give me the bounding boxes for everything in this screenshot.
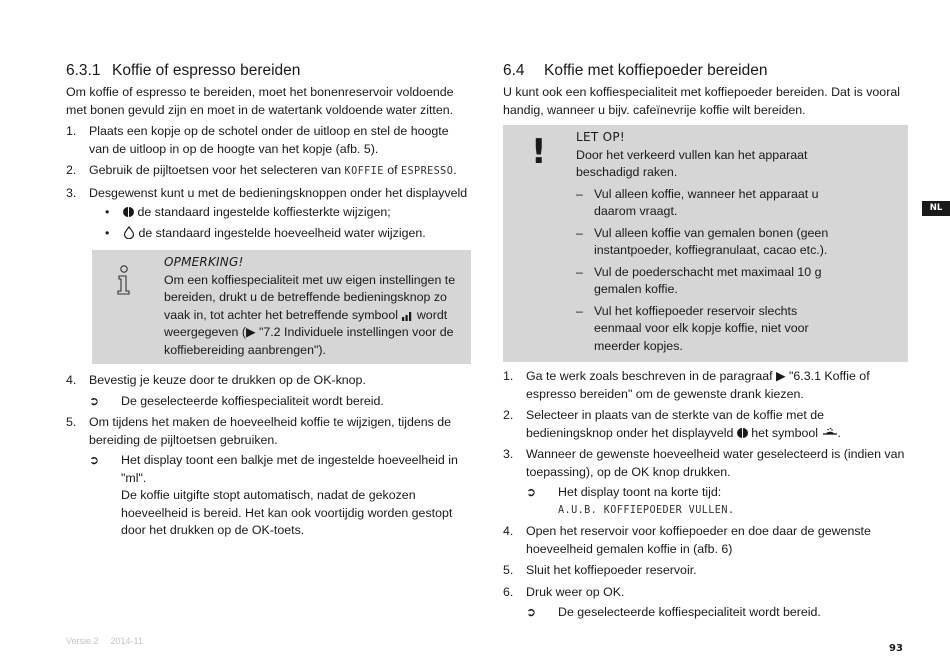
step-result (89, 393, 471, 411)
step-text: Bevestig je keuze door te drukken op de OK-knop. (89, 373, 366, 387)
step-1 (503, 368, 908, 403)
step-number: 1. (503, 369, 514, 383)
step-2 (66, 162, 471, 181)
display-text-espresso: ESPRESSO (400, 166, 454, 177)
bullet-text: de standaard ingestelde koffiesterkte wijzigen; (134, 205, 391, 219)
note-title: OPMERKING! (164, 255, 244, 269)
step-text: Desgewenst kunt u met de bedieningsknoppen onder het displayveld (89, 185, 468, 200)
result-arrow-icon: ➲ (89, 393, 100, 408)
heading-number: 6.3.1 (66, 62, 101, 79)
step-text: Selecteer in plaats van de sterkte van de koffie met de bedieningsknop onder het displayveld (526, 408, 825, 440)
result-arrow-icon: ➲ (526, 485, 537, 499)
note-text-part: wordt weergegeven ( (164, 307, 448, 339)
step-5 (503, 562, 908, 580)
warning-item-text: Vul alleen koffie van gemalen bonen (geen instantpoeder, koffiegranulaat, cacao etc.). (594, 225, 829, 257)
intro-paragraph: U kunt ook een koffiespecialiteit met koffiepoeder bereiden. Dat is vooral handig, wanneer u bijv. cafeïnevrije koffie wilt bereiden. (503, 85, 900, 117)
note-text (164, 272, 461, 360)
step-number: 4. (503, 524, 514, 538)
warning-item (576, 186, 842, 221)
footer-date: 2014-11 (110, 636, 143, 646)
coffee-powder-spoon-icon (822, 427, 838, 439)
step-text: Plaats een kopje op de schotel onder de uitloop en stel de hoogte van de uitloop in op de hoogte van het kopje (afb. 5). (89, 124, 449, 156)
dash-mark: – (576, 264, 583, 279)
result-text: Het display toont een balkje met de ingestelde hoeveelheid in "ml". (121, 453, 458, 485)
dash-mark: – (576, 225, 583, 240)
step-6 (503, 584, 908, 622)
reference-arrow: ▶ (245, 325, 256, 339)
footer-version (66, 633, 155, 651)
step-text: Om tijdens het maken de hoeveelheid koffie te wijzigen, tijdens de bereiding de pijltoetsen gebruiken. (89, 415, 452, 447)
heading-number: 6.4 (503, 62, 525, 79)
step-number: 2. (66, 163, 77, 177)
footer-version-label: Versie 2 (66, 636, 99, 646)
note-reference: "7.2 Individuele instellingen voor de koffiebereiding aanbrengen"). (164, 325, 454, 357)
warning-item (576, 225, 842, 260)
step-text: het symbool (747, 425, 822, 440)
step-text: of (383, 163, 401, 177)
step-3 (66, 185, 471, 243)
water-drop-icon (123, 226, 135, 239)
dash-mark: – (576, 303, 583, 318)
page-number: 93 (889, 643, 903, 654)
steps-list (503, 368, 908, 622)
warning-title: LET OP! (576, 130, 626, 144)
note-box (92, 250, 471, 364)
result-arrow-icon: ➲ (89, 453, 100, 467)
warning-item-text: Vul de poederschacht met maximaal 10 g gemalen koffie. (594, 264, 822, 296)
bullet-strength (105, 204, 471, 222)
intro-paragraph: Om koffie of espresso te bereiden, moet het bonenreservoir voldoende met bonen gevuld zijn en moet in de watertank voldoende water zitten. (66, 85, 454, 117)
warning-item (576, 303, 842, 356)
result-text: De geselecteerde koffiespecialiteit wordt bereid. (558, 605, 821, 619)
warning-icon: ! (531, 132, 547, 172)
step-4 (66, 372, 471, 410)
warning-item-text: Vul alleen koffie, wanneer het apparaat u daarom vraagt. (594, 186, 819, 218)
result-text: De geselecteerde koffiespecialiteit wordt bereid. (121, 393, 384, 408)
step-1 (66, 123, 471, 158)
step-4 (503, 523, 908, 558)
step-number: 4. (66, 373, 77, 387)
result-text: Het display toont na korte tijd: (558, 485, 722, 499)
display-text-koffie: KOFFIE (344, 166, 384, 177)
steps-list-continued (66, 372, 471, 540)
signal-bars-icon (401, 311, 413, 321)
warning-box (503, 125, 908, 362)
display-text: A.U.B. KOFFIEPOEDER VULLEN. (558, 504, 735, 516)
step-number: 3. (503, 447, 514, 461)
info-icon (114, 264, 134, 296)
right-column (503, 60, 908, 626)
step-text: Druk weer op OK. (526, 584, 625, 599)
result-text: De koffie uitgifte stopt automatisch, nadat de gekozen hoeveelheid is bereid. Het kan ook voortijdig worden gestopt door het drukken op de OK-toets. (121, 488, 453, 537)
steps-list (66, 123, 471, 242)
section-heading-6-3-1 (66, 60, 471, 82)
note-text-part: Om een koffiespecialiteit met uw eigen instellingen te bereiden, drukt u de betreffende bedieningsknop zo vaak in, tot achter het betreffende symbool (164, 272, 456, 322)
heading-text: Koffie of espresso bereiden (112, 62, 301, 79)
step-number: 5. (66, 415, 77, 429)
step-3 (503, 446, 908, 519)
step-text: Wanneer de gewenste hoeveelheid water geselecteerd is (indien van toepassing), op de OK knop drukken. (526, 447, 905, 479)
bullet-text: de standaard ingestelde hoeveelheid water wijzigen. (135, 225, 426, 240)
step-text: Gebruik de pijltoetsen voor het selecteren van (89, 163, 345, 177)
warning-text: Door het verkeerd vullen kan het apparaat beschadigd raken. (576, 147, 808, 179)
warning-item (576, 264, 842, 299)
step-result (89, 452, 471, 540)
step-2 (503, 407, 908, 442)
step-number: 2. (503, 408, 514, 422)
warning-list (576, 186, 842, 356)
step-number: 6. (503, 584, 514, 599)
bullet-dot: • (105, 225, 110, 240)
section-heading-6-4 (503, 60, 908, 82)
step-result (526, 484, 908, 519)
step-text: . (837, 425, 841, 440)
strength-icon (123, 206, 134, 218)
bullet-dot: • (105, 205, 110, 219)
bullet-water (105, 225, 471, 243)
step-number: 5. (503, 563, 514, 577)
step-number: 1. (66, 124, 77, 138)
warning-item-text: Vul het koffiepoeder reservoir slechts eenmaal voor elk kopje koffie, niet voor meerder kopjes. (594, 303, 809, 353)
step-text: Sluit het koffiepoeder reservoir. (526, 563, 697, 577)
step-text: . (453, 163, 457, 177)
step-reference: "6.3.1 Koffie of espresso bereiden" om de gewenste drank kiezen. (526, 369, 870, 401)
language-tab: NL (922, 201, 950, 216)
step-text: Open het reservoir voor koffiepoeder en doe daar de gewenste hoeveelheid gemalen koffie in (afb. 6) (526, 524, 871, 556)
step-5 (66, 414, 471, 540)
step-result (526, 604, 908, 622)
step-number: 3. (66, 185, 77, 200)
reference-arrow: ▶ (776, 369, 786, 383)
bullet-list (105, 204, 471, 242)
left-column (66, 60, 471, 544)
result-arrow-icon: ➲ (526, 605, 537, 619)
heading-text: Koffie met koffiepoeder bereiden (544, 62, 768, 79)
step-text: Ga te werk zoals beschreven in de paragraaf (526, 369, 777, 383)
strength-icon (737, 427, 748, 439)
dash-mark: – (576, 186, 583, 201)
